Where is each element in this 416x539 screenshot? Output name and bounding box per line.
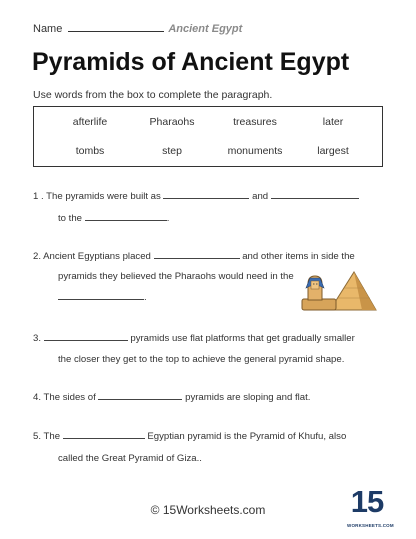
question-1-text: . <box>166 213 170 224</box>
question-2-text: and other items in side the <box>242 251 355 262</box>
logo-number: 15 <box>350 484 384 519</box>
question-3-text: 3. <box>33 333 42 344</box>
question-1-line-2 <box>58 213 169 224</box>
page-title: Pyramids of Ancient Egypt <box>32 48 350 76</box>
word-bank-item: afterlife <box>72 116 108 128</box>
question-5-line-2: called the Great Pyramid of Giza.. <box>58 453 202 464</box>
answer-blank[interactable] <box>98 392 182 400</box>
question-3-line-2: the closer they get to the top to achieve the general pyramid shape. <box>58 354 345 365</box>
question-4-text: 4. The sides of <box>33 392 96 403</box>
name-label: Name <box>33 23 63 35</box>
answer-blank[interactable] <box>58 292 144 300</box>
question-1-text: 1 . The pyramids were built as <box>33 191 161 202</box>
topic-label: Ancient Egypt <box>168 23 243 35</box>
question-4-line-1 <box>33 392 310 403</box>
word-bank-item: tombs <box>75 145 105 157</box>
question-1-text: to the <box>58 213 83 224</box>
question-3-line-1 <box>33 333 355 344</box>
pyramid-icon <box>300 268 378 312</box>
answer-blank[interactable] <box>85 213 167 221</box>
question-5-text: Egyptian pyramid is the Pyramid of Khufu, also <box>147 431 347 442</box>
answer-blank[interactable] <box>271 191 359 199</box>
logo-tagline: WORKSHEETS.COM <box>347 523 394 528</box>
word-bank-item: largest <box>317 145 349 157</box>
question-2-line-1 <box>33 251 355 262</box>
word-bank-item: treasures <box>233 116 277 128</box>
word-bank-item: step <box>162 145 182 157</box>
answer-blank[interactable] <box>44 333 128 341</box>
question-3-text: pyramids use flat platforms that get gradually smaller <box>130 333 355 344</box>
word-bank-item: Pharaohs <box>149 116 195 128</box>
word-bank-item: later <box>322 116 344 128</box>
question-5-line-1 <box>33 431 346 442</box>
question-2-line-3 <box>58 292 147 303</box>
answer-blank[interactable] <box>154 251 240 259</box>
footer-site[interactable]: 15Worksheets.com <box>162 503 266 517</box>
instructions: Use words from the box to complete the paragraph. <box>33 89 273 101</box>
name-line <box>33 23 242 35</box>
question-2-text: 2. Ancient Egyptians placed <box>33 251 151 262</box>
copyright-icon: © <box>150 503 160 517</box>
question-2-text: . <box>144 292 147 303</box>
question-4-text: pyramids are sloping and flat. <box>185 392 311 403</box>
word-bank-item: monuments <box>227 145 283 157</box>
answer-blank[interactable] <box>163 191 249 199</box>
pyramid-sphinx-illustration <box>300 268 378 317</box>
question-5-text: 5. The <box>33 431 61 442</box>
question-1-line-1 <box>33 191 359 202</box>
name-blank[interactable] <box>68 23 164 32</box>
question-1-text: and <box>252 191 269 202</box>
word-bank <box>33 106 383 167</box>
answer-blank[interactable] <box>63 431 145 439</box>
question-2-line-2: pyramids they believed the Pharaohs would need in the <box>58 271 294 282</box>
site-logo <box>347 484 394 530</box>
